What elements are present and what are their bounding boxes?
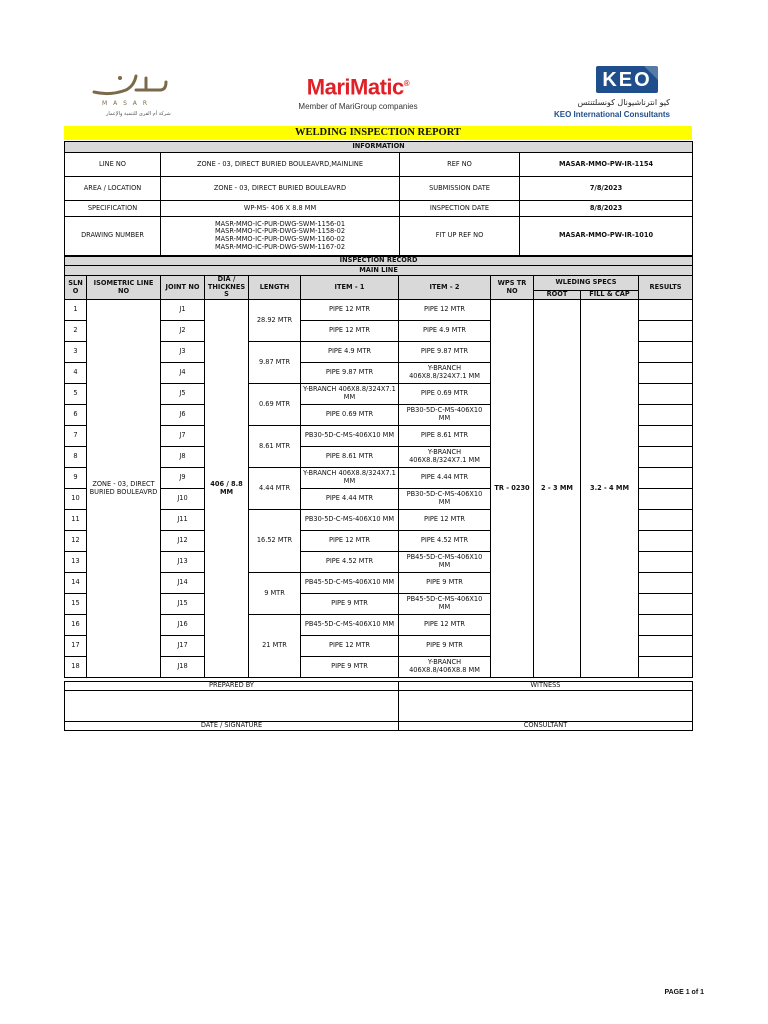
drawing-number-label: DRAWING NUMBER [65,217,161,256]
root-cell: 2 - 3 MM [534,300,581,678]
result-cell[interactable] [639,342,693,363]
item-2-cell: PB45-5D-C-MS-406X10 MM [399,594,491,615]
joint-no-cell: J9 [161,468,205,489]
masar-latin-text: M A S A R [102,100,149,107]
item-2-cell: PIPE 12 MTR [399,615,491,636]
inspection-record-heading: INSPECTION RECORD [65,257,693,266]
item-2-cell: PIPE 12 MTR [399,300,491,321]
result-cell[interactable] [639,510,693,531]
item-2-cell: PIPE 4.9 MTR [399,321,491,342]
item-2-cell: PB45-5D-C-MS-406X10 MM [399,552,491,573]
length-cell: 0.69 MTR [249,384,301,426]
witness-signature-box[interactable] [399,691,693,722]
joint-no-cell: J3 [161,342,205,363]
item-1-cell: PIPE 12 MTR [301,300,399,321]
result-cell[interactable] [639,573,693,594]
item-2-cell: PIPE 9 MTR [399,573,491,594]
result-cell[interactable] [639,489,693,510]
col-item-2: ITEM - 2 [399,276,491,300]
slno-cell: 12 [65,531,87,552]
prepared-by-label: PREPARED BY [65,682,399,691]
slno-cell: 17 [65,636,87,657]
consultant-label: CONSULTANT [399,722,693,731]
fill-cap-cell: 3.2 - 4 MM [581,300,639,678]
result-cell[interactable] [639,468,693,489]
col-isometric-line: ISOMETRIC LINE NO [87,276,161,300]
item-1-cell: Y-BRANCH 406X8.8/324X7.1 MM [301,468,399,489]
wps-tr-no-cell: TR - 0230 [491,300,534,678]
page-number: PAGE 1 of 1 [664,989,704,996]
item-1-cell: PIPE 0.69 MTR [301,405,399,426]
joint-no-cell: J7 [161,426,205,447]
slno-cell: 9 [65,468,87,489]
drawing-number: MASR-MMO-IC-PUR-DWG-SWM-1156-01 [214,219,346,228]
marimatic-member-text: Member of MariGroup companies [298,102,418,112]
information-table [64,141,693,256]
header-logos [64,64,692,126]
item-2-cell: PIPE 4.52 MTR [399,531,491,552]
report-title: WELDING INSPECTION REPORT [64,126,692,140]
slno-cell: 8 [65,447,87,468]
col-length: LENGTH [249,276,301,300]
slno-cell: 14 [65,573,87,594]
signoff-table [64,681,693,731]
item-1-cell: Y-BRANCH 406X8.8/324X7.1 MM [301,384,399,405]
item-1-cell: PB30-5D-C-MS-406X10 MM [301,510,399,531]
inspection-date-label: INSPECTION DATE [400,201,520,217]
col-slno: SLNO [65,276,87,300]
item-1-cell: PIPE 4.9 MTR [301,342,399,363]
result-cell[interactable] [639,321,693,342]
drawing-number: MASR-MMO-IC-PUR-DWG-SWM-1158-02 [214,227,346,236]
joint-no-cell: J1 [161,300,205,321]
drawing-number-list [161,217,400,256]
col-wps-tr-no: WPS TR NO [491,276,534,300]
result-cell[interactable] [639,636,693,657]
length-cell: 9.87 MTR [249,342,301,384]
area-value: ZONE - 03, DIRECT BURIED BOULEAVRD [161,177,400,201]
slno-cell: 11 [65,510,87,531]
item-1-cell: PB45-5D-C-MS-406X10 MM [301,573,399,594]
keo-mark-text: KEO [602,69,652,91]
slno-cell: 7 [65,426,87,447]
item-2-cell: Y-BRANCH 406X8.8/324X7.1 MM [399,363,491,384]
item-1-cell: PB30-5D-C-MS-406X10 MM [301,426,399,447]
length-cell: 21 MTR [249,615,301,678]
drawing-number: MASR-MMO-IC-PUR-DWG-SWM-1167-02 [214,242,346,251]
joint-no-cell: J16 [161,615,205,636]
result-cell[interactable] [639,531,693,552]
result-cell[interactable] [639,405,693,426]
slno-cell: 6 [65,405,87,426]
keo-english-text: KEO International Consultants [553,110,670,119]
specification-label: SPECIFICATION [65,201,161,217]
joint-no-cell: J13 [161,552,205,573]
col-welding-specs: WLEDING SPECS [534,276,639,291]
registered-mark: ® [403,79,410,88]
result-cell[interactable] [639,447,693,468]
slno-cell: 18 [65,657,87,678]
table-row [65,300,693,321]
item-1-cell: PIPE 4.44 MTR [301,489,399,510]
information-heading: INFORMATION [65,142,693,153]
slno-cell: 4 [65,363,87,384]
line-no-value: ZONE - 03, DIRECT BURIED BOULEAVRD,MAINLINE [161,153,400,177]
item-2-cell: PB30-5D-C-MS-406X10 MM [399,489,491,510]
item-1-cell: PIPE 8.61 MTR [301,447,399,468]
joint-no-cell: J17 [161,636,205,657]
result-cell[interactable] [639,594,693,615]
item-2-cell: PB30-5D-C-MS-406X10 MM [399,405,491,426]
slno-cell: 5 [65,384,87,405]
slno-cell: 16 [65,615,87,636]
joint-no-cell: J8 [161,447,205,468]
submission-date-label: SUBMISSION DATE [400,177,520,201]
length-cell: 28.92 MTR [249,300,301,342]
fit-up-ref-label: FIT UP REF NO [400,217,520,256]
keo-logo-mark [596,66,658,93]
witness-label: WITNESS [399,682,693,691]
ref-no-value: MASAR-MMO-PW-IR-1154 [520,153,693,177]
keo-logo [542,66,682,122]
item-1-cell: PIPE 9.87 MTR [301,363,399,384]
item-2-cell: PIPE 12 MTR [399,510,491,531]
slno-cell: 13 [65,552,87,573]
slno-cell: 10 [65,489,87,510]
result-cell[interactable] [639,363,693,384]
result-cell[interactable] [639,426,693,447]
joint-no-cell: J4 [161,363,205,384]
prepared-by-signature-box[interactable] [65,691,399,722]
result-cell[interactable] [639,300,693,321]
item-1-cell: PIPE 4.52 MTR [301,552,399,573]
item-1-cell: PIPE 12 MTR [301,531,399,552]
masar-subtitle: شركة أم القرى للتنمية والإعمار [106,111,171,117]
slno-cell: 15 [65,594,87,615]
item-2-cell: PIPE 0.69 MTR [399,384,491,405]
length-cell: 9 MTR [249,573,301,615]
col-fill-cap: FILL & CAP [581,291,639,300]
submission-date-value: 7/8/2023 [520,177,693,201]
slno-cell: 3 [65,342,87,363]
isometric-line-cell: ZONE - 03, DIRECT BURIED BOULEAVRD [87,300,161,678]
marimatic-logo [298,72,418,111]
joint-no-cell: J14 [161,573,205,594]
ref-no-label: REF NO [400,153,520,177]
date-signature-label: DATE / SIGNATURE [65,722,399,731]
col-root: ROOT [534,291,581,300]
joint-no-cell: J11 [161,510,205,531]
col-dia-thickness: DIA / THICKNESS [205,276,249,300]
result-cell[interactable] [639,552,693,573]
length-cell: 8.61 MTR [249,426,301,468]
joint-no-cell: J6 [161,405,205,426]
slno-cell: 1 [65,300,87,321]
joint-no-cell: J15 [161,594,205,615]
specification-value: WP-MS- 406 X 8.8 MM [161,201,400,217]
item-1-cell: PIPE 12 MTR [301,321,399,342]
col-joint-no: JOINT NO [161,276,205,300]
fit-up-ref-value: MASAR-MMO-PW-IR-1010 [520,217,693,256]
length-cell: 4.44 MTR [249,468,301,510]
main-line-heading: MAIN LINE [65,266,693,276]
joint-no-cell: J12 [161,531,205,552]
item-2-cell: PIPE 8.61 MTR [399,426,491,447]
dia-thickness-cell: 406 / 8.8 MM [205,300,249,678]
item-1-cell: PIPE 9 MTR [301,594,399,615]
slno-cell: 2 [65,321,87,342]
keo-arabic-text: كيو انترناشيونال كونسلتنتس [577,98,670,107]
item-1-cell: PIPE 9 MTR [301,657,399,678]
result-cell[interactable] [639,384,693,405]
line-no-label: LINE NO [65,153,161,177]
item-2-cell: PIPE 9.87 MTR [399,342,491,363]
item-1-cell: PB45-5D-C-MS-406X10 MM [301,615,399,636]
item-1-cell: PIPE 12 MTR [301,636,399,657]
joint-no-cell: J2 [161,321,205,342]
masar-logo [82,70,178,122]
col-results: RESULTS [639,276,693,300]
joint-no-cell: J18 [161,657,205,678]
item-2-cell: PIPE 9 MTR [399,636,491,657]
result-cell[interactable] [639,657,693,678]
item-2-cell: Y-BRANCH 406X8.8/406X8.8 MM [399,657,491,678]
masar-logo-mark [90,70,170,100]
item-2-cell: PIPE 4.44 MTR [399,468,491,489]
col-item-1: ITEM - 1 [301,276,399,300]
area-label: AREA / LOCATION [65,177,161,201]
inspection-date-value: 8/8/2023 [520,201,693,217]
item-2-cell: Y-BRANCH 406X8.8/324X7.1 MM [399,447,491,468]
inspection-record-table [64,256,693,678]
joint-no-cell: J5 [161,384,205,405]
length-cell: 16.52 MTR [249,510,301,573]
drawing-number: MASR-MMO-IC-PUR-DWG-SWM-1160-02 [214,235,346,243]
result-cell[interactable] [639,615,693,636]
marimatic-name: MariMatic [306,74,404,100]
joint-no-cell: J10 [161,489,205,510]
